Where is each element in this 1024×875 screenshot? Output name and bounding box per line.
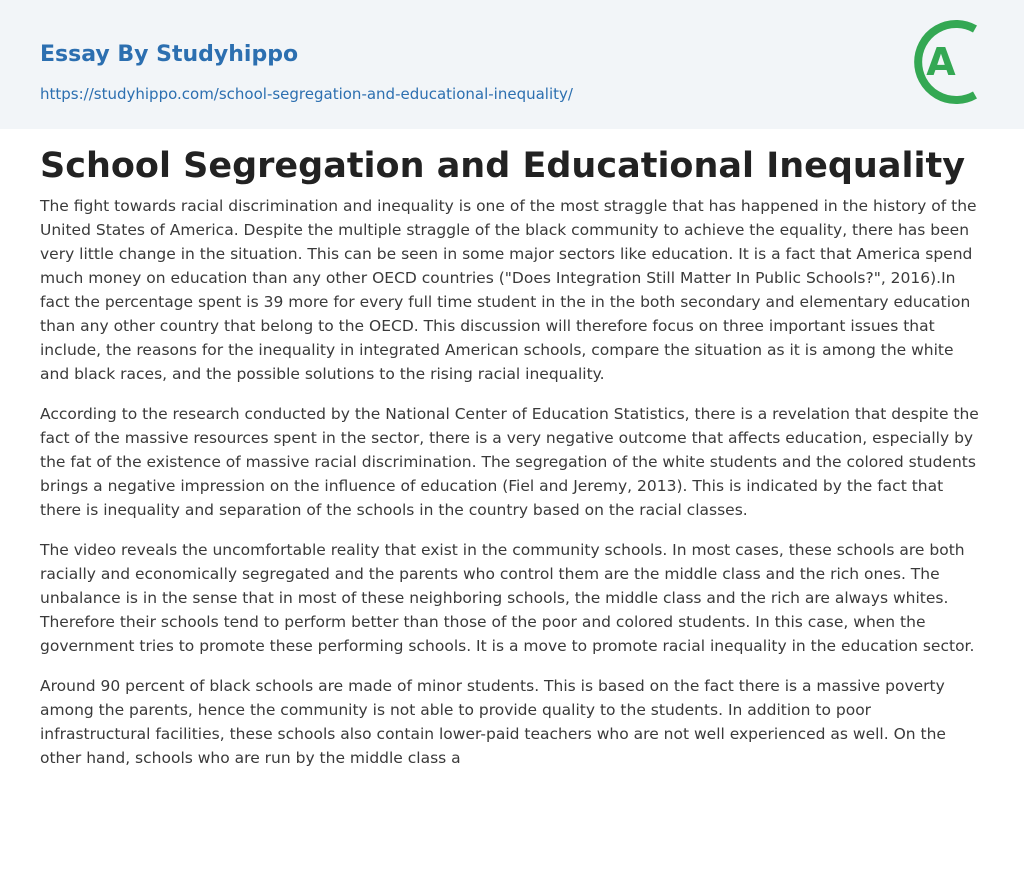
- essay-paragraph-1: The fight towards racial discrimination and inequality is one of the most straggle that has happened in the history of the United States of America. Despite the multiple straggle of the black community to achieve the equality, there has been very little change in the situation. This can be seen in some major sectors like education. It is a fact that America spend much money on education than any other OECD countries ("Does Integration Still Matter In Public Schools?", 2016).In fact the percentage spent is 39 more for every full time student in the in the both secondary and elementary education than any other country that belong to the OECD. This discussion will therefore focus on three important issues that include, the reasons for the inequality in integrated American schools, compare the situation as it is among the white and black races, and the possible solutions to the rising racial inequality.: [40, 197, 977, 383]
- essay-paragraph-3: The video reveals the uncomfortable reality that exist in the community schools. In most cases, these schools are both racially and economically segregated and the parents who control them are the middle class and the rich ones. The unbalance is in the sense that in most of these neighboring schools, the middle class and the rich are always whites. Therefore their schools tend to perform better than those of the poor and colored students. In this case, when the government tries to promote these performing schools. It is a move to promote racial inequality in the education sector.: [40, 541, 975, 655]
- logo-letter: A: [926, 40, 956, 84]
- site-header: [0, 0, 1024, 129]
- essay-url-link[interactable]: https://studyhippo.com/school-segregation-and-educational-inequality/: [40, 85, 573, 103]
- essay-title: School Segregation and Educational Inequality: [40, 146, 966, 186]
- essay-paragraph-4: Around 90 percent of black schools are made of minor students. This is based on the fact there is a massive poverty among the parents, hence the community is not able to provide quality to the students. In addition to poor infrastructural facilities, these schools also contain lower-paid teachers who are not well experienced as well. On the other hand, schools who are run by the middle class a: [40, 677, 946, 767]
- essay-paragraph-2: According to the research conducted by the National Center of Education Statistics, there is a revelation that despite the fact of the massive resources spent in the sector, there is a very negative outcome that affects education, especially by the fat of the existence of massive racial discrimination. The segregation of the white students and the colored students brings a negative impression on the influence of education (Fiel and Jeremy, 2013). This is indicated by the fact that there is inequality and separation of the schools in the country based on the racial classes.: [40, 405, 979, 519]
- site-brand[interactable]: Essay By Studyhippo: [40, 42, 299, 67]
- studyhippo-logo[interactable]: [906, 18, 990, 106]
- essay-body: [40, 194, 985, 786]
